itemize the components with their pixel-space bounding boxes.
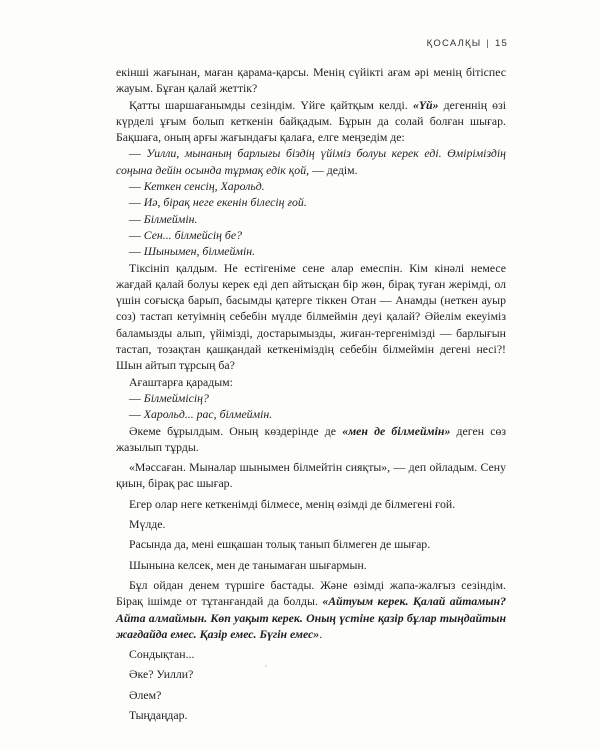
text-segment: «мен де білмеймін»: [342, 423, 451, 438]
paragraph-p20: [116, 646, 506, 662]
text-segment: Расында да, мені ешқашан толық танып білмеген де шығар.: [129, 537, 431, 552]
body-text: [116, 64, 506, 723]
text-segment: «Үй»: [412, 97, 439, 112]
paragraph-p18: [116, 557, 506, 573]
paragraph-p8: [116, 243, 506, 259]
paragraph-p4: [116, 178, 506, 194]
paragraph-p5: [116, 194, 506, 210]
text-segment: Бұл ойдан денем түршігe бастады. Және өзімді жапа-жалғыз сезіндім. Бірақ ішімде от тұтанғандай да болды.: [116, 577, 506, 609]
text-segment: Әке? Уилли?: [129, 667, 194, 682]
text-segment: Харольд... рас, білмеймін.: [143, 407, 273, 422]
text-segment: Тіксініп қалдым. Не естігеніме сене алар емеспін. Кім кінәлі немесе жағдай қалай болуы керек еді деп айтысқан бір жөн, бірақ туған жерімді, ол үшін соғысқа барып, басымды қатерге тіккен Отан — Анамды (неткен ауыр соз) тастап кетуімнің себебін мүлде білмеймін деуі қалай? Әйелім екеуіміз баламызды алып, үйімізді, достарымызды, жиған-тергенімізді — барлығын тастап, тозақтан қашқандай кеткеніміздің себебін білмеймін дегені несі?! Шын айтып тұрсың ба?: [116, 260, 506, 373]
paragraph-p13: [116, 423, 506, 456]
paragraph-p21: [116, 666, 506, 682]
text-segment: Шынына келсек, мен де танымаған шығармын.: [129, 557, 367, 572]
text-segment: .: [319, 626, 323, 641]
text-segment: —: [129, 390, 144, 405]
text-segment: Қатты шаршағанымды сезіндім. Үйге қайтқым келді.: [129, 97, 413, 112]
text-segment: —: [129, 211, 144, 226]
text-segment: Шынымен, білмеймін.: [143, 244, 256, 259]
paragraph-p11: [116, 390, 506, 406]
paragraph-p17: [116, 536, 506, 552]
text-segment: дегеннің өзі күрделі ұғым болып кеткенін байқадым. Бұрын да солай болған шығар. Бақшаға, оның арғы жағындағы қалаға, елге меңзедім де:: [116, 97, 507, 145]
paragraph-p23: [116, 707, 506, 723]
text-segment: Сен... білмейсің бе?: [143, 227, 242, 242]
running-header: [427, 38, 508, 49]
header-separator: |: [486, 38, 491, 49]
paragraph-p1: [116, 64, 506, 97]
text-segment: Егер олар неге кеткенімді білмесе, менің өзімді де білмегені ғой.: [129, 496, 456, 511]
text-segment: «Мәссаған. Мыналар шынымен білмейтін сияқты», — деп ойладым. Сену қиын, бірақ рас шығар.: [116, 460, 506, 491]
text-segment: —: [129, 179, 144, 194]
paragraph-p3: [116, 145, 506, 178]
paragraph-p12: [116, 406, 506, 422]
text-segment: Иә, бірақ неге екенін білесің ғой.: [143, 195, 307, 210]
text-segment: Уилли, мынаның барлығы біздің үйіміз болуы керек еді. Өміріміздің соңына дейін осында тұрмақ едік қой: [116, 146, 507, 177]
paragraph-p10: [116, 374, 506, 390]
paragraph-p6: [116, 211, 506, 227]
paragraph-p7: [116, 227, 506, 243]
text-segment: Әлем?: [129, 687, 162, 702]
text-segment: —: [129, 407, 144, 422]
text-segment: Мүлде.: [129, 517, 166, 532]
text-segment: Білмеймісің?: [143, 390, 209, 405]
text-segment: —: [129, 227, 144, 242]
running-title: ҚОСАЛҚЫ: [426, 38, 482, 49]
text-segment: , — дедім.: [306, 162, 358, 177]
text-segment: Білмеймін.: [143, 211, 198, 226]
paragraph-p14: [116, 459, 506, 492]
paragraph-p15: [116, 496, 506, 512]
text-segment: —: [129, 244, 144, 259]
text-segment: екінші жағынан, маған қарама-қарсы. Менің сүйікті ағам әрі менің бітіспес жауым. Бұған қалай жеттік?: [116, 65, 506, 96]
paragraph-p16: [116, 516, 506, 532]
text-segment: Әкеме бұрылдым. Оның көздерінде де: [129, 423, 343, 438]
text-segment: «Айтуым керек. Қалай айтамын? Айта алмаймын. Көп уақыт керек. Оның үстіне қазір бұлар тыңдайтын жағдайда емес. Қазір емес. Бүгін емес»: [116, 594, 506, 641]
text-segment: Тыңдаңдар.: [129, 707, 188, 722]
text-segment: Сондықтан...: [129, 647, 195, 662]
paragraph-p22: [116, 687, 506, 703]
text-segment: Ағаштарға қарадым:: [129, 374, 233, 389]
paragraph-p19: [116, 577, 506, 642]
print-speck: [265, 665, 267, 667]
paragraph-p2: [116, 97, 506, 146]
page-number: 15: [495, 38, 508, 49]
text-segment: —: [129, 146, 147, 161]
paragraph-p9: [116, 260, 506, 374]
text-segment: —: [129, 195, 144, 210]
text-segment: деген сөз жазылып тұрды.: [116, 423, 507, 454]
text-segment: Кеткен сенсің, Харольд.: [143, 179, 265, 194]
